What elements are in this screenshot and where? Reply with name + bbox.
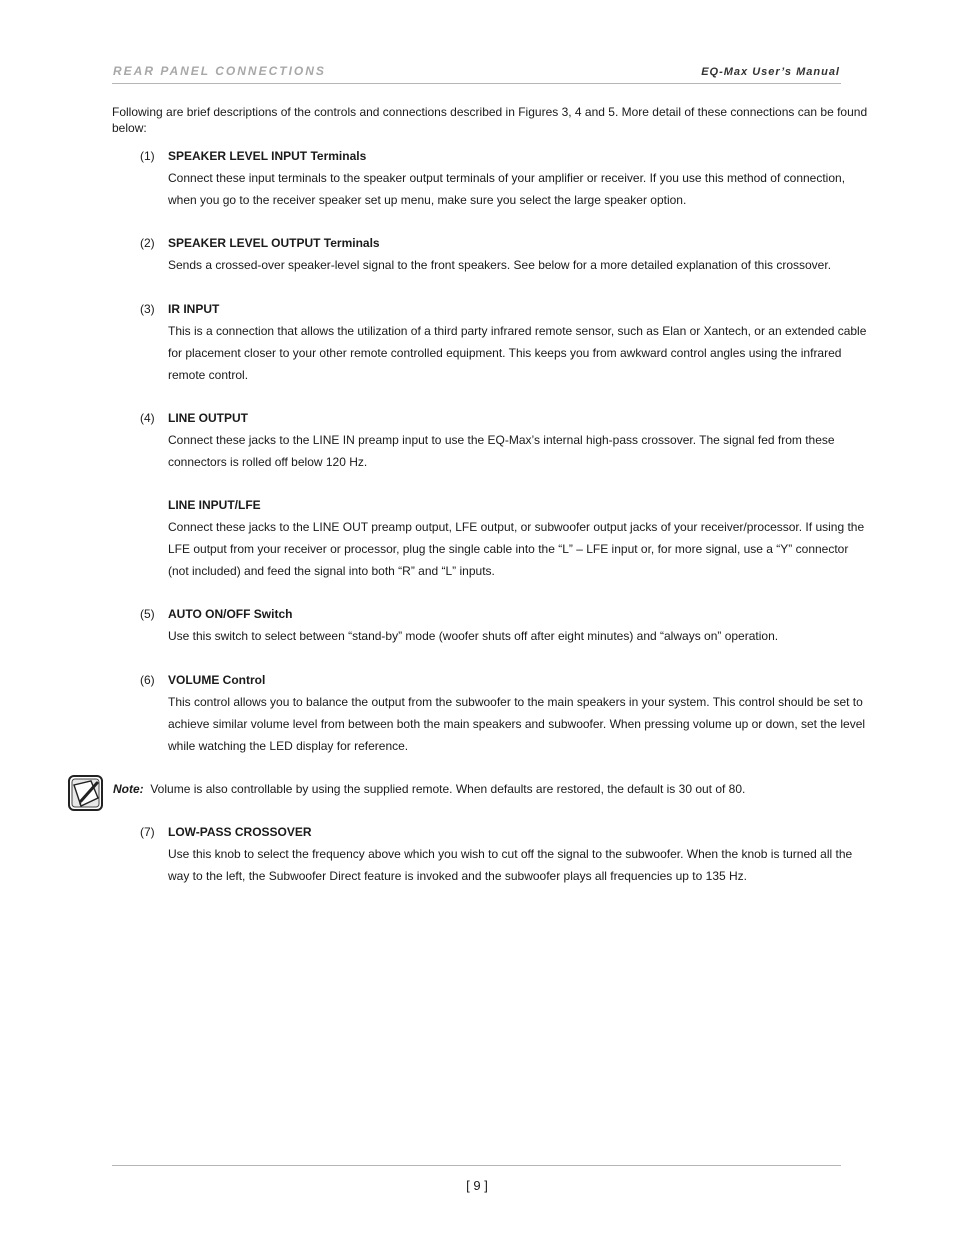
section-line-output bbox=[140, 407, 870, 473]
section-number: (6) bbox=[140, 673, 155, 687]
section-speaker-level-output bbox=[140, 232, 870, 276]
section-body: This is a connection that allows the utilization of a third party infrared remote sensor, such as Elan or Xantech, or an extended cable for placement closer to your other remote controlled equipment. This keeps you from awkward control angles using the infrared remote control. bbox=[168, 324, 867, 382]
header-divider bbox=[112, 83, 841, 84]
section-body: Connect these input terminals to the speaker output terminals of your amplifier or receiver. If you use this method of connection, when you go to the receiver speaker set up menu, make sure you select the large speaker option. bbox=[168, 171, 846, 207]
section-title: AUTO ON/OFF Switch bbox=[168, 607, 293, 621]
section-ir-input bbox=[140, 298, 870, 386]
section-body: Connect these jacks to the LINE OUT preamp output, LFE output, or subwoofer output jacks of your receiver/processor. If using the LFE output from your receiver or processor, plug the single cable into the “L” – LFE input or, for more signal, use a “Y” connector (not included) and feed the signal into both “R” and “L” inputs. bbox=[168, 520, 865, 578]
section-body: This control allows you to balance the output from the subwoofer to the main speakers in your system. This control should be set to achieve similar volume level from between both the main speakers and subwoofer. When pressing volume up or down, set the level while watching the LED display for reference. bbox=[168, 695, 866, 753]
footer-divider bbox=[112, 1165, 841, 1166]
section-number: (2) bbox=[140, 236, 155, 250]
running-header-manual-title: EQ-Max User’s Manual bbox=[701, 66, 840, 78]
section-number: (7) bbox=[140, 825, 155, 839]
note-text: Volume is also controllable by using the supplied remote. When defaults are restored, the default is 30 out of 80. bbox=[150, 782, 746, 796]
section-low-pass-crossover bbox=[140, 821, 870, 887]
section-title: LINE OUTPUT bbox=[168, 411, 248, 425]
section-title: IR INPUT bbox=[168, 302, 220, 316]
section-body: Use this knob to select the frequency above which you wish to cut off the signal to the subwoofer. When the knob is turned all the way to the left, the Subwoofer Direct feature is invoked and the subwoofer plays all frequencies up to 135 Hz. bbox=[168, 847, 853, 883]
note-callout bbox=[113, 781, 745, 797]
section-body: Sends a crossed-over speaker-level signal to the front speakers. See below for a more detailed explanation of this crossover. bbox=[168, 258, 832, 272]
section-speaker-level-input bbox=[140, 145, 870, 211]
section-number: (3) bbox=[140, 302, 155, 316]
section-body: Connect these jacks to the LINE IN preamp input to use the EQ-Max’s internal high-pass crossover. The signal fed from these connectors is rolled off below 120 Hz. bbox=[168, 433, 835, 469]
section-title: SPEAKER LEVEL OUTPUT Terminals bbox=[168, 236, 380, 250]
note-pencil-icon bbox=[67, 773, 105, 813]
section-title: VOLUME Control bbox=[168, 673, 266, 687]
section-auto-on-off bbox=[140, 603, 870, 647]
section-title: LINE INPUT/LFE bbox=[168, 498, 261, 512]
section-number: (5) bbox=[140, 607, 155, 621]
section-title: LOW-PASS CROSSOVER bbox=[168, 825, 312, 839]
section-body: Use this switch to select between “stand-by” mode (woofer shuts off after eight minutes) and “always on” operation. bbox=[168, 629, 779, 643]
intro-paragraph: Following are brief descriptions of the controls and connections described in Figures 3, 4 and 5. More detail of these connections can be found below: bbox=[112, 105, 868, 135]
section-line-input-lfe bbox=[140, 494, 870, 582]
running-header-section: REAR PANEL CONNECTIONS bbox=[113, 64, 326, 78]
section-number: (1) bbox=[140, 149, 155, 163]
section-number: (4) bbox=[140, 411, 155, 425]
page-number: [ 9 ] bbox=[466, 1178, 488, 1193]
note-label: Note: bbox=[113, 782, 144, 796]
section-title: SPEAKER LEVEL INPUT Terminals bbox=[168, 149, 367, 163]
section-volume-control bbox=[140, 669, 870, 757]
